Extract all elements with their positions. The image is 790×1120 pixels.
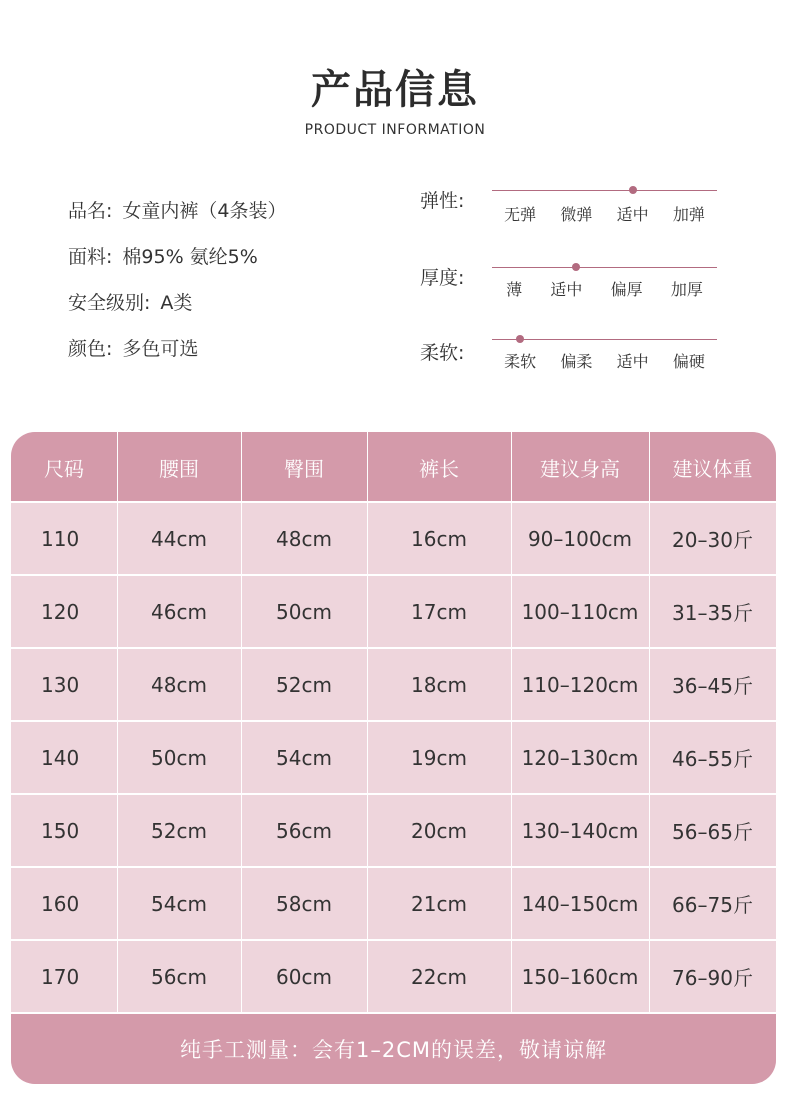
attr-option: 微弹 (560, 205, 593, 224)
table-header-cell: 建议体重 (672, 456, 753, 481)
info-label: 颜色: (68, 338, 113, 360)
table-cell: 56cm (151, 964, 207, 989)
table-cell: 52cm (151, 818, 207, 843)
attr-option: 偏柔 (560, 352, 593, 371)
table-cell: 140–150cm (521, 891, 639, 916)
table-cell: 120–130cm (521, 745, 639, 770)
table-cell: 44cm (151, 526, 207, 551)
attr-indicator (572, 263, 580, 271)
table-cell: 22cm (411, 964, 467, 989)
table-header-cell: 臀围 (284, 456, 324, 481)
table-cell: 48cm (151, 672, 207, 697)
table-cell: 160 (41, 891, 80, 916)
attr-option: 偏厚 (610, 280, 643, 299)
table-cell: 16cm (411, 526, 467, 551)
attr-option: 薄 (506, 280, 523, 299)
attr-thickness (420, 263, 720, 313)
attr-option: 柔软 (504, 352, 537, 371)
table-cell: 60cm (276, 964, 332, 989)
table-cell: 36–45斤 (672, 674, 753, 698)
table-cell: 46–55斤 (672, 747, 753, 771)
table-cell: 21cm (411, 891, 467, 916)
info-label: 安全级别: (68, 292, 151, 314)
attr-option: 加厚 (670, 280, 703, 299)
info-value: 棉95% 氨纶5% (122, 246, 258, 268)
table-cell: 130–140cm (521, 818, 639, 843)
info-label: 品名: (68, 200, 113, 222)
table-cell: 120 (41, 599, 80, 624)
attr-option: 偏硬 (672, 352, 705, 371)
info-color (68, 334, 198, 361)
table-cell: 56cm (276, 818, 332, 843)
attr-scale-line (492, 190, 717, 191)
table-cell: 76–90斤 (672, 966, 753, 990)
attr-scale-line (492, 339, 717, 340)
table-cell: 46cm (151, 599, 207, 624)
table-cell: 150 (41, 818, 80, 843)
table-cell: 110 (41, 526, 80, 551)
attr-indicator (629, 186, 637, 194)
table-cell: 54cm (151, 891, 207, 916)
attr-option: 适中 (616, 352, 649, 371)
table-cell: 110–120cm (521, 672, 639, 697)
table-cell: 20cm (411, 818, 467, 843)
table-cell: 17cm (411, 599, 467, 624)
table-cell: 48cm (276, 526, 332, 551)
attr-option: 无弹 (504, 205, 537, 224)
table-cell: 52cm (276, 672, 332, 697)
table-cell: 20–30斤 (672, 528, 753, 552)
attr-label: 弹性: (420, 190, 465, 212)
size-table (11, 432, 776, 1084)
attr-label: 柔软: (420, 342, 465, 364)
table-cell: 170 (41, 964, 80, 989)
table-footer-note: 纯手工测量：会有1–2CM的误差，敬请谅解 (11, 1014, 776, 1084)
table-header-cell: 建议身高 (540, 456, 620, 481)
page-subtitle: PRODUCT INFORMATION (304, 122, 486, 138)
table-cell: 150–160cm (521, 964, 639, 989)
table-cell: 140 (41, 745, 80, 770)
table-cell: 50cm (276, 599, 332, 624)
info-name (68, 196, 287, 223)
table-header-cell: 裤长 (419, 456, 459, 481)
table-cell: 50cm (151, 745, 207, 770)
info-value: 多色可选 (122, 338, 199, 360)
attr-option: 适中 (550, 280, 583, 299)
attr-label: 厚度: (420, 267, 465, 289)
table-cell: 18cm (411, 672, 467, 697)
table-cell: 130 (41, 672, 80, 697)
page-title: 产品信息 (311, 67, 479, 113)
table-header-cell: 腰围 (159, 456, 199, 481)
info-value: A类 (160, 292, 193, 314)
info-fabric (68, 242, 258, 269)
table-header-cell: 尺码 (44, 456, 84, 481)
table-cell: 58cm (276, 891, 332, 916)
attr-elasticity (420, 186, 720, 236)
attr-scale-line (492, 267, 717, 268)
info-value: 女童内裤（4条装） (122, 200, 287, 222)
attr-option: 适中 (616, 205, 649, 224)
table-cell: 19cm (411, 745, 467, 770)
attr-option: 加弹 (672, 205, 705, 224)
info-safety (68, 288, 192, 315)
table-cell: 100–110cm (521, 599, 639, 624)
table-cell: 31–35斤 (672, 601, 753, 625)
table-cell: 90–100cm (527, 526, 633, 551)
table-cell: 56–65斤 (672, 820, 753, 844)
info-label: 面料: (68, 246, 113, 268)
attr-softness (420, 338, 720, 388)
table-cell: 54cm (276, 745, 332, 770)
table-cell: 66–75斤 (672, 893, 753, 917)
attr-indicator (516, 335, 524, 343)
